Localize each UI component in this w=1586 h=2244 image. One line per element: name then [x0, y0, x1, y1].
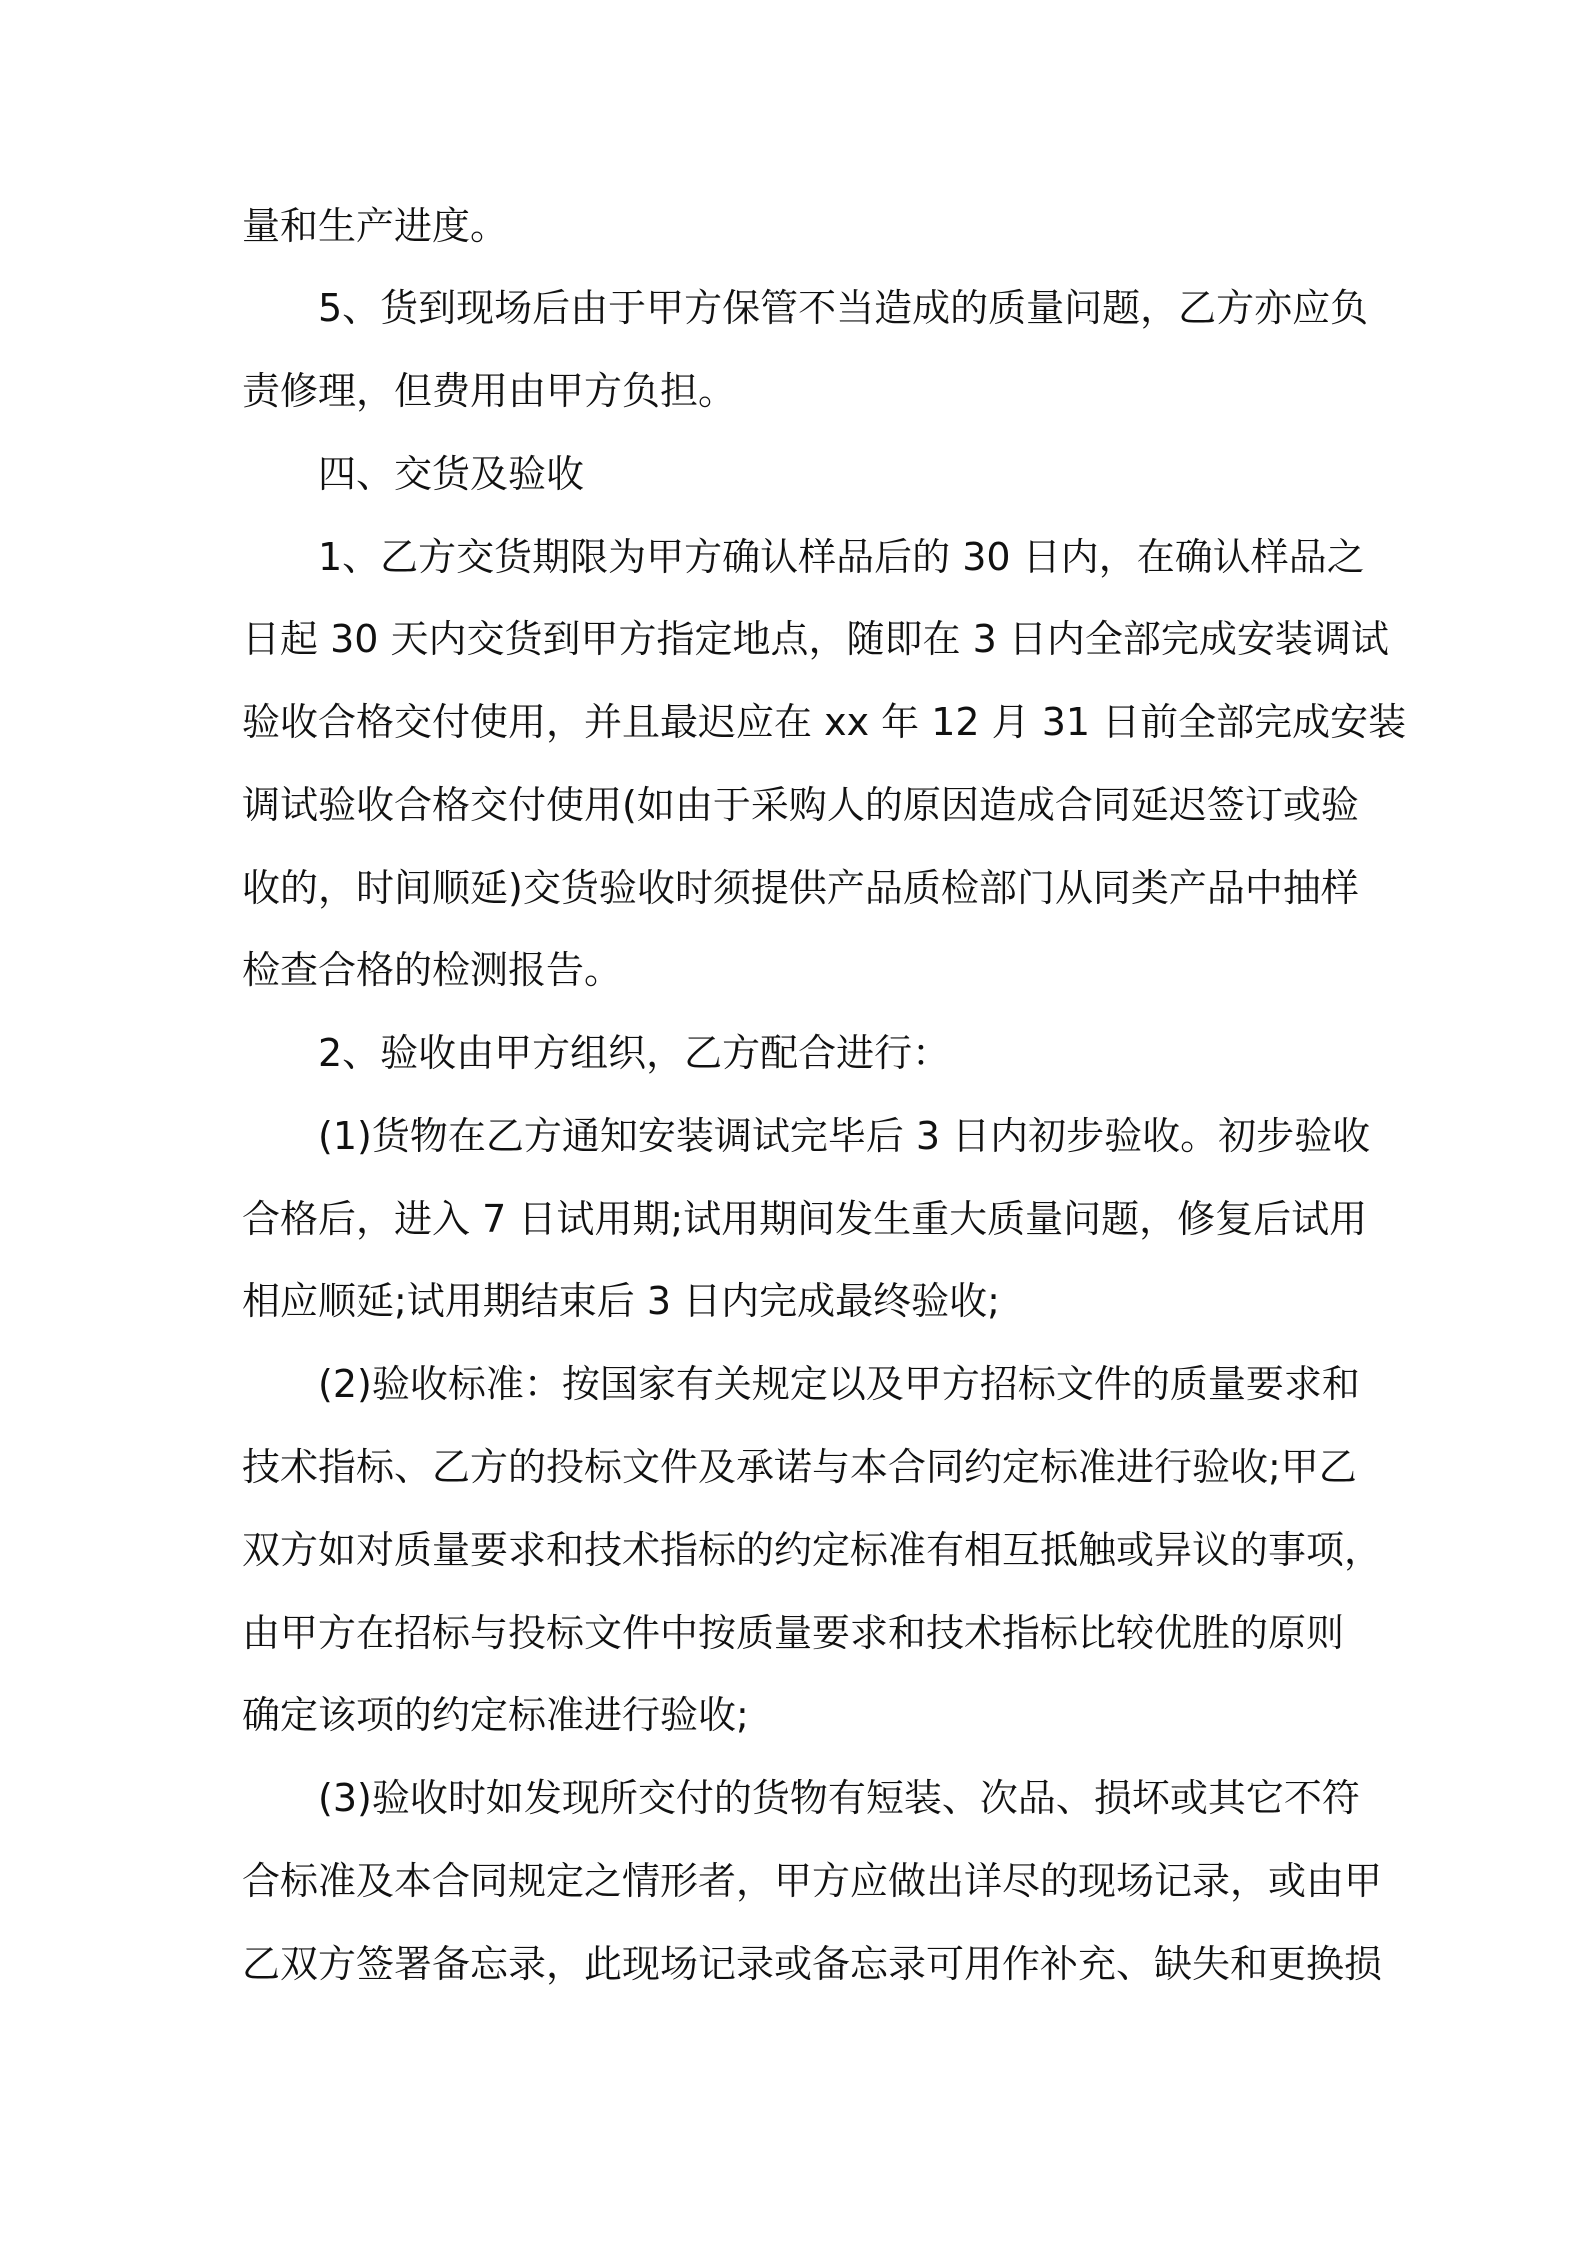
text-line: 相应顺延;试用期结束后 3 日内完成最终验收;: [242, 1279, 1000, 1323]
text-line: 量和生产进度。: [242, 204, 509, 248]
text-line: (2)验收标准：按国家有关规定以及甲方招标文件的质量要求和: [318, 1362, 1360, 1406]
text-line: 5、货到现场后由于甲方保管不当造成的质量问题，乙方亦应负: [318, 286, 1369, 330]
text-line: 1、乙方交货期限为甲方确认样品后的 30 日内，在确认样品之: [318, 535, 1365, 579]
text-line: 收的，时间顺延)交货验收时须提供产品质检部门从同类产品中抽样: [242, 866, 1359, 910]
text-line: 检查合格的检测报告。: [242, 948, 623, 992]
text-line: 双方如对质量要求和技术指标的约定标准有相互抵触或异议的事项，: [242, 1528, 1383, 1572]
section-heading: 四、交货及验收: [318, 452, 585, 496]
text-line: (3)验收时如发现所交付的货物有短装、次品、损坏或其它不符: [318, 1776, 1360, 1820]
text-line: 验收合格交付使用，并且最迟应在 xx 年 12 月 31 日前全部完成安装: [242, 700, 1407, 744]
text-line: 技术指标、乙方的投标文件及承诺与本合同约定标准进行验收;甲乙: [242, 1445, 1357, 1489]
text-line: 确定该项的约定标准进行验收;: [242, 1693, 749, 1737]
text-line: 调试验收合格交付使用(如由于采购人的原因造成合同延迟签订或验: [242, 783, 1359, 827]
text-line: 合格后，进入 7 日试用期;试用期间发生重大质量问题，修复后试用: [242, 1197, 1368, 1241]
text-line: 由甲方在招标与投标文件中按质量要求和技术指标比较优胜的原则: [242, 1611, 1345, 1655]
text-line: (1)货物在乙方通知安装调试完毕后 3 日内初步验收。初步验收: [318, 1114, 1371, 1158]
text-line: 合标准及本合同规定之情形者，甲方应做出详尽的现场记录，或由甲: [242, 1859, 1383, 1903]
text-line: 2、验收由甲方组织，乙方配合进行：: [318, 1031, 951, 1075]
text-line: 乙双方签署备忘录，此现场记录或备忘录可用作补充、缺失和更换损: [242, 1942, 1383, 1986]
text-line: 责修理，但费用由甲方负担。: [242, 369, 737, 413]
text-line: 日起 30 天内交货到甲方指定地点，随即在 3 日内全部完成安装调试: [242, 617, 1389, 661]
